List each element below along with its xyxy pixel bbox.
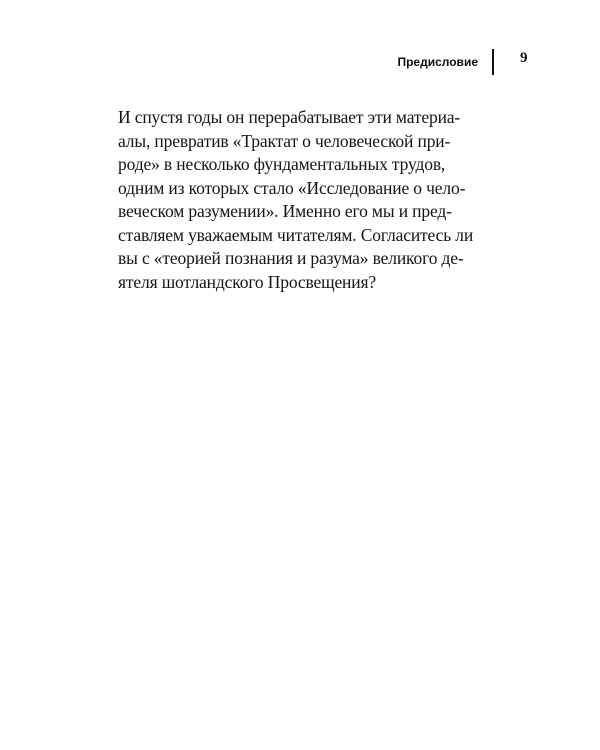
running-head: [397, 48, 494, 76]
body-paragraph: [118, 106, 488, 294]
header-divider: [492, 49, 494, 75]
text-line: вы с «теорией познания и разума» великого де-: [118, 248, 464, 268]
text-line: алы, превратив «Трактат о человеческой при-: [118, 130, 451, 151]
page-number: 9: [520, 50, 528, 66]
section-title: Предисловие: [397, 55, 478, 69]
text-line: ставляем уважаемым читателям. Согласитесь ли: [118, 224, 474, 245]
text-line: роде» в несколько фундаментальных трудов,: [118, 154, 446, 174]
text-line: ятеля шотландского Просвещения?: [118, 271, 377, 292]
text-line: одним из которых стало «Исследование о чело-: [118, 177, 466, 198]
text-line: веческом разумении». Именно его мы и пред-: [118, 201, 452, 221]
text-line: И спустя годы он перерабатывает эти материа-: [118, 107, 461, 127]
